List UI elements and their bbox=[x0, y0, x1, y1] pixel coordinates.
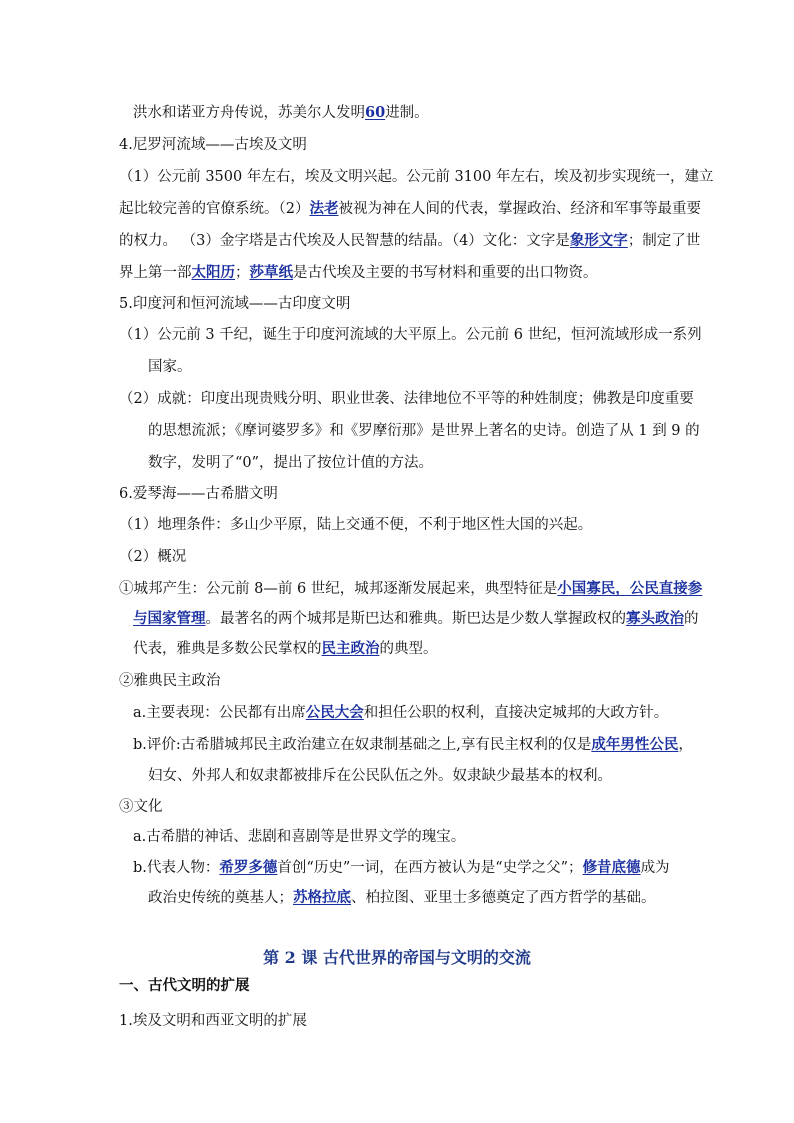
subsection-heading: 1.埃及文明和西亚文明的扩展 bbox=[119, 1013, 307, 1029]
text: 成为 bbox=[640, 860, 670, 876]
text-line bbox=[133, 736, 693, 754]
text-line bbox=[133, 610, 699, 628]
text-line bbox=[119, 232, 700, 250]
text: 界上第一部 bbox=[119, 265, 192, 281]
text: 是古代埃及主要的书写材料和重要的出口物资。 bbox=[293, 265, 598, 281]
text: 的 bbox=[684, 611, 699, 627]
keyword: 希罗多德 bbox=[219, 859, 278, 876]
text: a.主要表现：公民都有出席 bbox=[133, 705, 306, 721]
text-line bbox=[133, 640, 438, 658]
heading-line: 6.爱琴海——古希腊文明 bbox=[119, 486, 278, 502]
keyword: 莎草纸 bbox=[249, 264, 293, 281]
text-line: 数字，发明了“0”，提出了按位计值的方法。 bbox=[148, 455, 434, 471]
keyword: 太阳历 bbox=[191, 264, 235, 281]
text: 进制。 bbox=[385, 105, 429, 121]
text: ， bbox=[678, 737, 693, 753]
text-line bbox=[133, 104, 429, 122]
text: 洪水和诺亚方舟传说，苏美尔人发明 bbox=[133, 105, 365, 121]
text: b.评价:古希腊城邦民主政治建立在奴隶制基础之上,享有民主权利的仅是 bbox=[133, 737, 592, 753]
text-line bbox=[133, 704, 668, 722]
text: 。最著名的两个城邦是斯巴达和雅典。斯巴达是少数人掌握政权的 bbox=[205, 611, 626, 627]
section-heading: 一、古代文明的扩展 bbox=[119, 977, 250, 994]
text: 的典型。 bbox=[379, 641, 438, 657]
text-line bbox=[133, 859, 670, 877]
keyword: 小国寡民，公民直接参 bbox=[557, 580, 703, 597]
text-line: a.古希腊的神话、悲剧和喜剧等是世界文学的瑰宝。 bbox=[133, 829, 466, 845]
text: 起比较完善的官僚系统。（2） bbox=[119, 201, 310, 217]
text: 被视为神在人间的代表，掌握政治、经济和军事等最重要 bbox=[338, 201, 701, 217]
text: 首创“历史”一词，在西方被认为是“史学之父”； bbox=[277, 860, 583, 876]
text-line bbox=[119, 200, 701, 218]
keyword: 法老 bbox=[309, 200, 339, 217]
text: 政治史传统的奠基人； bbox=[148, 890, 293, 906]
text: ①城邦产生：公元前 8—前 6 世纪，城邦逐渐发展起来，典型特征是 bbox=[119, 581, 558, 597]
text-line: （1）公元前 3 千纪，诞生于印度河流域的大平原上。公元前 6 世纪，恒河流域形成一系列 bbox=[119, 327, 702, 343]
heading-line: 4.尼罗河流域——古埃及文明 bbox=[119, 137, 307, 153]
text: b.代表人物： bbox=[133, 860, 220, 876]
text: ； bbox=[235, 265, 250, 281]
text-line: 妇女、外邦人和奴隶都被排斥在公民队伍之外。奴隶缺少最基本的权利。 bbox=[148, 768, 612, 784]
heading-line: 5.印度河和恒河流域——古印度文明 bbox=[119, 296, 351, 312]
keyword: 寡头政治 bbox=[626, 610, 684, 627]
keyword: 公民大会 bbox=[305, 704, 364, 721]
keyword: 成年男性公民 bbox=[591, 736, 679, 753]
text-line: （1）公元前 3500 年左右，埃及文明兴起。公元前 3100 年左右，埃及初步实现统一，建立 bbox=[119, 169, 714, 185]
text: 代表，雅典是多数公民掌权的 bbox=[133, 641, 322, 657]
heading-line: ③文化 bbox=[119, 799, 163, 815]
keyword: 民主政治 bbox=[321, 640, 380, 657]
text: 和担任公职的权利，直接决定城邦的大政方针。 bbox=[363, 705, 669, 721]
text-line: 国家。 bbox=[148, 359, 192, 375]
keyword: 苏格拉底 bbox=[293, 889, 351, 906]
text-line: （2）概况 bbox=[119, 549, 187, 565]
text-line bbox=[119, 264, 598, 282]
text-line: （2）成就：印度出现贵贱分明、职业世袭、法律地位不平等的种姓制度；佛教是印度重要 bbox=[119, 391, 694, 407]
text-line bbox=[119, 580, 702, 598]
text: 的权力。 （3）金字塔是古代埃及人民智慧的结晶。（4）文化：文字是 bbox=[119, 233, 570, 249]
text-line bbox=[148, 889, 656, 907]
lesson-title: 第 2 课 古代世界的帝国与文明的交流 bbox=[263, 948, 531, 967]
text: 、柏拉图、亚里士多德奠定了西方哲学的基础。 bbox=[351, 890, 656, 906]
keyword: 60 bbox=[365, 104, 386, 121]
keyword: 与国家管理 bbox=[133, 610, 206, 627]
text: ；制定了世 bbox=[627, 233, 701, 249]
text-line: （1）地理条件：多山少平原，陆上交通不便，不利于地区性大国的兴起。 bbox=[119, 517, 593, 533]
keyword: 修昔底德 bbox=[582, 859, 641, 876]
keyword: 象形文字 bbox=[569, 232, 628, 249]
heading-line: ②雅典民主政治 bbox=[119, 673, 221, 689]
text-line: 的思想流派；《摩诃婆罗多》和《罗摩衍那》是世界上著名的史诗。创造了从 1 到 9 的 bbox=[148, 423, 700, 439]
